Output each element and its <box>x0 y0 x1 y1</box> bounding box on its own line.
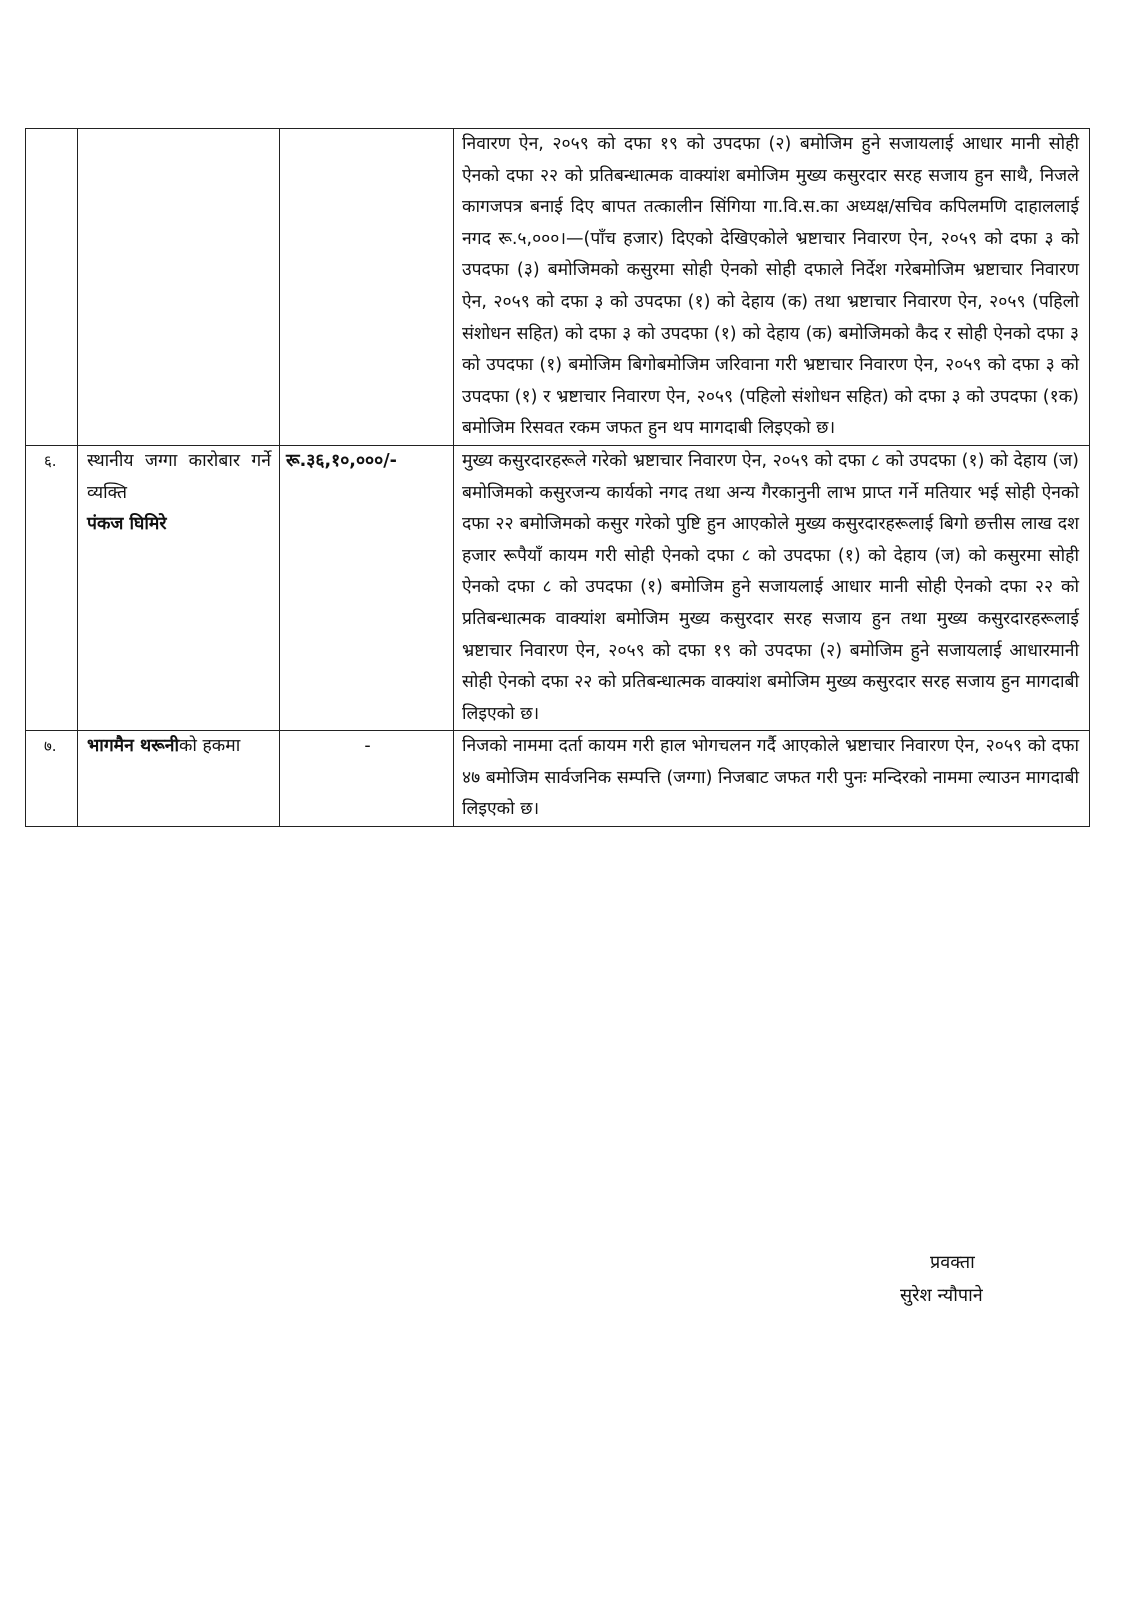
description-cell: निवारण ऐन, २०५९ को दफा १९ को उपदफा (२) बमोजिम हुने सजायलाई आधार मानी सोही ऐनको दफा २२ को प्रतिबन्धात्मक वाक्यांश बमोजिम मुख्य कसुरदार सरह सजाय हुन साथै, निजले कागजपत्र बनाई दिए बापत तत्कालीन सिंगिया गा.वि.स.का अध्यक्ष/सचिव कपिलमणि दाहाललाई नगद रू.५,०००।—(पाँच हजार) दिएको देखिएकोले भ्रष्टाचार निवारण ऐन, २०५९ को दफा ३ को उपदफा (३) बमोजिमको कसुरमा सोही ऐनको सोही दफाले निर्देश गरेबमोजिम भ्रष्टाचार निवारण ऐन, २०५९ को दफा ३ को उपदफा (१) को देहाय (क) तथा भ्रष्टाचार निवारण ऐन, २०५९ (पहिलो संशोधन सहित) को दफा ३ को उपदफा (१) को देहाय (क) बमोजिमको कैद र सोही ऐनको दफा ३ को उपदफा (१) बमोजिम बिगोबमोजिम जरिवाना गरी भ्रष्टाचार निवारण ऐन, २०५९ को दफा ३ को उपदफा (१) र भ्रष्टाचार निवारण ऐन, २०५९ (पहिलो संशोधन सहित) को दफा ३ को उपदफा (१क) बमोजिम रिसवत रकम जफत हुन थप मागदाबी लिइएको छ। <box>454 129 1090 446</box>
accused-name: पंकज घिमिरे <box>87 514 167 535</box>
accused-name-suffix: को हकमा <box>178 736 241 757</box>
table-row <box>26 445 1090 730</box>
accused-name-cell <box>78 731 280 827</box>
signature-block <box>900 1246 1100 1312</box>
accused-name-cell <box>78 445 280 730</box>
serial-number-cell: ७. <box>26 731 78 827</box>
accused-name: भागमैन थरूनी <box>87 736 179 757</box>
accused-name-cell <box>78 129 280 446</box>
signatory-title: प्रवक्ता <box>930 1252 975 1273</box>
case-table <box>25 128 1090 827</box>
description-cell: मुख्य कसुरदारहरूले गरेको भ्रष्टाचार निवारण ऐन, २०५९ को दफा ८ को उपदफा (१) को देहाय (ज) बमोजिमको कसुरजन्य कार्यको नगद तथा अन्य गैरकानुनी लाभ प्राप्त गर्ने मतियार भई सोही ऐनको दफा २२ बमोजिमको कसुर गरेको पुष्टि हुन आएकोले मुख्य कसुरदारहरूलाई बिगो छत्तीस लाख दश हजार रूपैयाँ कायम गरी सोही ऐनको दफा ८ को उपदफा (१) को देहाय (ज) को कसुरमा सोही ऐनको दफा ८ को उपदफा (१) बमोजिम हुने सजायलाई आधार मानी सोही ऐनको दफा २२ को प्रतिबन्धात्मक वाक्यांश बमोजिम मुख्य कसुरदार सरह सजाय हुन तथा मुख्य कसुरदारहरूलाई भ्रष्टाचार निवारण ऐन, २०५९ को दफा १९ को उपदफा (२) बमोजिम हुने सजायलाई आधारमानी सोही ऐनको दफा २२ को प्रतिबन्धात्मक वाक्यांश बमोजिम मुख्य कसुरदार सरह सजाय हुन मागदाबी लिइएको छ। <box>454 445 1090 730</box>
description-cell: निजको नाममा दर्ता कायम गरी हाल भोगचलन गर्दै आएकोले भ्रष्टाचार निवारण ऐन, २०५९ को दफा ४७ बमोजिम सार्वजनिक सम्पत्ति (जग्गा) निजबाट जफत गरी पुनः मन्दिरको नाममा ल्याउन मागदाबी लिइएको छ। <box>454 731 1090 827</box>
amount-cell <box>280 129 454 446</box>
amount-cell: रू.३६,१०,०००/- <box>280 445 454 730</box>
accused-description: स्थानीय जग्गा कारोबार गर्ने व्यक्ति <box>87 450 271 503</box>
amount-cell: - <box>280 731 454 827</box>
serial-number-cell: ६. <box>26 445 78 730</box>
table-row <box>26 129 1090 446</box>
signatory-name: सुरेश न्यौपाने <box>900 1285 983 1306</box>
serial-number-cell <box>26 129 78 446</box>
table-row <box>26 731 1090 827</box>
